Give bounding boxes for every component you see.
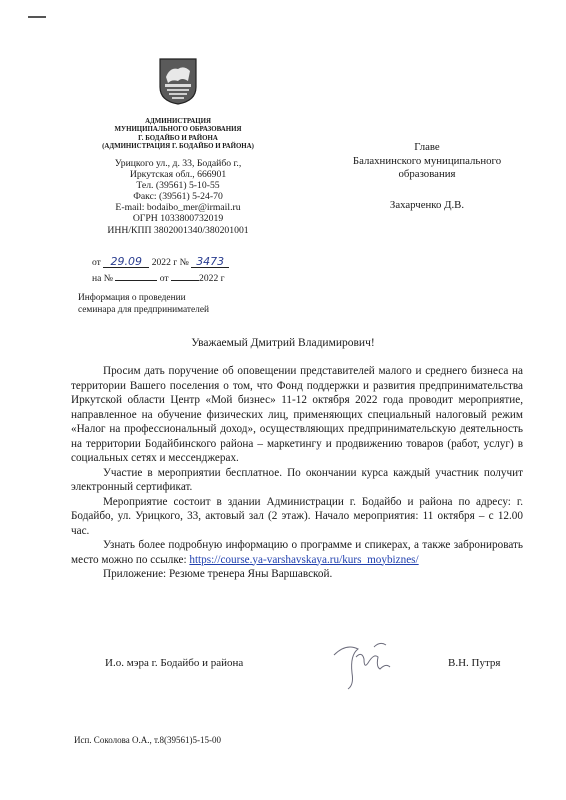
org-line-2: МУНИЦИПАЛЬНОГО ОБРАЗОВАНИЯ <box>114 126 242 134</box>
body-paragraph-4 <box>71 538 523 567</box>
fax-text: Факс: (39561) 5-24-70 <box>133 191 223 203</box>
executor-info: Исп. Соколова О.А., т.8(39561)5-15-00 <box>74 735 221 745</box>
org-line-3: Г. БОДАЙБО И РАЙОНА <box>138 134 218 142</box>
course-link[interactable]: https://course.ya-varshavskaya.ru/kurs_moybiznes/ <box>189 553 419 566</box>
incoming-number-field <box>115 269 157 281</box>
body-paragraph-1: Просим дать поручение об оповещении представителей малого и среднего бизнеса на территории Вашего поселения о том, что Фонд поддержки и развития предпринимательства Иркутской области Центр «Мой бизнес» 11-12 октября 2022 года проводит мероприятие, направленное на обучение физических лиц, применяющих специальный налоговый режим «Налог на профессиональный доход», осуществляющих предпринимательскую деятельность на территории Бодайбинского района – маркетингу и продвижению товаров (работ, услуг) в социальных сетях и мессенджерах. <box>71 365 523 464</box>
address-line-1: Урицкого ул., д. 33, Бодайбо г., <box>114 158 242 169</box>
registration-line-1 <box>92 256 229 269</box>
attachment-note: Приложение: Резюме тренера Яны Варшавской. <box>103 568 333 580</box>
registration-text: Узнать более подробную информацию о программе и спикерах, а также забронировать место можно по ссылке: <box>71 539 523 566</box>
subject-line-2: семинара для предпринимателей <box>78 304 210 315</box>
org-name <box>80 118 276 152</box>
outgoing-number-field <box>191 256 229 268</box>
signatory-name: В.Н. Путря <box>448 657 501 669</box>
outgoing-date-field <box>103 256 149 268</box>
recipient-line-3: образования <box>398 168 456 181</box>
on-number-label: на № <box>92 273 113 284</box>
outgoing-number-value: 3473 <box>196 255 225 268</box>
email-text: E-mail: bodaibo_mer@irmail.ru <box>115 202 241 214</box>
org-contacts <box>80 158 276 236</box>
recipient-name: Захарченко Д.В. <box>389 198 465 211</box>
year-suffix: 2022 г <box>151 257 178 268</box>
body-paragraph-2: Участие в мероприятии бесплатное. По окончании курса каждый участник получит электронный сертификат. <box>71 466 523 493</box>
address-line-2: Иркутская обл., 666901 <box>129 169 227 181</box>
handwritten-signature <box>328 633 398 693</box>
registration-line-2 <box>92 269 225 285</box>
letter-body <box>71 364 523 582</box>
incoming-date-field <box>171 269 199 281</box>
org-line-1: АДМИНИСТРАЦИЯ <box>145 118 211 125</box>
signatory-position: И.о. мэра г. Бодайбо и района <box>105 657 244 669</box>
recipient-block <box>332 141 522 212</box>
greeting: Уважаемый Дмитрий Владимирович! <box>191 337 375 349</box>
from-label-2: от <box>159 273 169 284</box>
year-suffix-2: 2022 г <box>199 273 225 284</box>
recipient-line-1: Главе <box>414 141 440 153</box>
phone-text: Тел. (39561) 5-10-55 <box>136 180 220 192</box>
ogrn-text: ОГРН 1033800732019 <box>132 213 224 225</box>
letter-subject <box>78 293 209 317</box>
page-corner-mark <box>28 16 46 18</box>
subject-line-1: Информация о проведении <box>78 293 186 303</box>
org-line-4: (АДМИНИСТРАЦИЯ Г. БОДАЙБО И РАЙОНА) <box>102 143 254 151</box>
recipient-line-2: Балахнинского муниципального <box>352 154 502 167</box>
outgoing-date-value: 29.09 <box>110 255 143 268</box>
from-label: от <box>92 257 101 268</box>
number-label: № <box>179 257 189 268</box>
inn-text: ИНН/КПП 3802001340/380201001 <box>107 224 249 236</box>
coat-of-arms-icon <box>158 57 198 105</box>
body-paragraph-3: Мероприятие состоит в здании Администрации г. Бодайбо и района по адресу: г. Бодайбо, ул. Урицкого, 33, актовый зал (2 этаж). Начало мероприятия: 11 октября – с 12.00 час. <box>71 495 523 537</box>
